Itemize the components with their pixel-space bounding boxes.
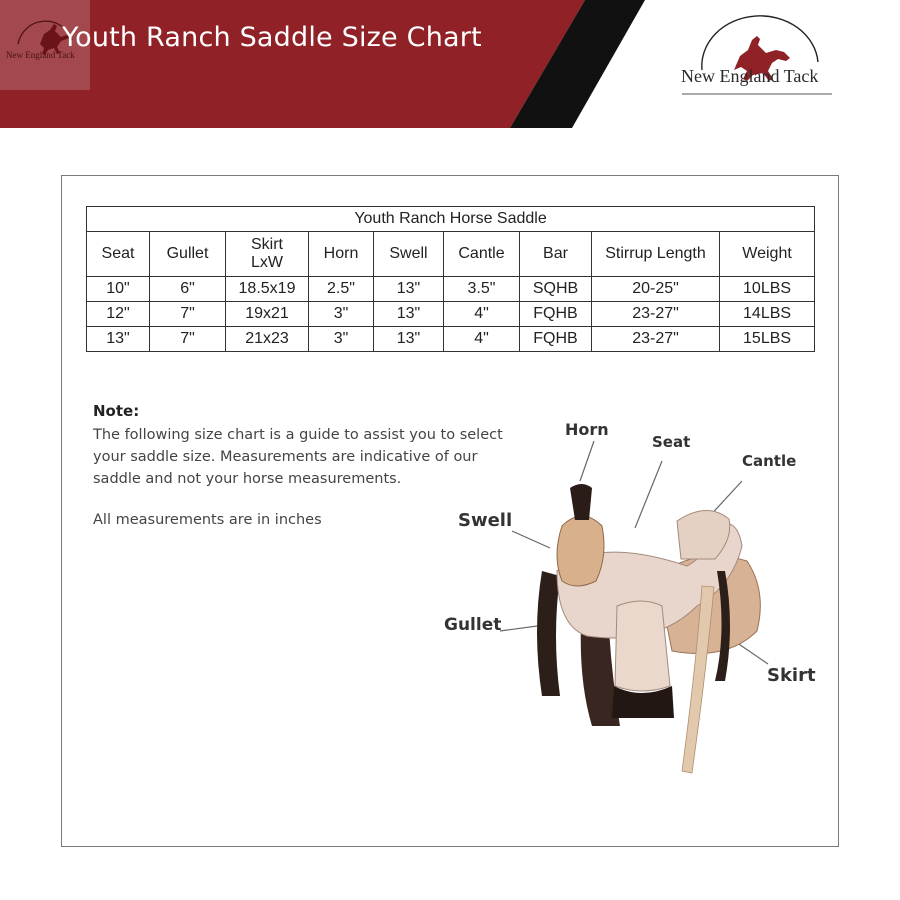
skirt-label: Skirt [767, 665, 816, 686]
column-header: Swell [374, 232, 444, 277]
small-logo-text: New England Tack [6, 50, 75, 60]
table-cell: 13" [374, 277, 444, 302]
column-header: Horn [309, 232, 374, 277]
note-block [93, 402, 513, 528]
note-text: The following size chart is a guide to assist you to select your saddle size. Measurements are indicative of our saddle and not your horse measurements. [93, 427, 503, 487]
table-cell: 3" [309, 302, 374, 327]
table-cell: 12" [87, 302, 150, 327]
cantle-label: Cantle [742, 452, 797, 470]
table-cell: 20-25" [592, 277, 720, 302]
column-header: Cantle [444, 232, 520, 277]
column-header: Seat [87, 232, 150, 277]
table-cell: 15LBS [720, 327, 815, 352]
table-cell: 23-27" [592, 302, 720, 327]
swell-label: Swell [458, 510, 513, 531]
table-cell: 23-27" [592, 327, 720, 352]
table-cell: 7" [150, 327, 226, 352]
table-cell: 13" [374, 327, 444, 352]
table-cell: 3" [309, 327, 374, 352]
table-cell: 10LBS [720, 277, 815, 302]
table-cell: 18.5x19 [226, 277, 309, 302]
size-table [86, 206, 815, 352]
note-title: Note: [93, 402, 140, 420]
column-header: Stirrup Length [592, 232, 720, 277]
table-cell: 6" [150, 277, 226, 302]
size-chart-document [61, 175, 839, 847]
column-header: Weight [720, 232, 815, 277]
table-cell: 4" [444, 327, 520, 352]
brand-name: New England Tack [681, 66, 819, 86]
seat-label: Seat [652, 433, 691, 451]
table-cell: 19x21 [226, 302, 309, 327]
table-cell: 21x23 [226, 327, 309, 352]
page-title: Youth Ranch Saddle Size Chart [62, 22, 482, 53]
table-row [87, 277, 815, 302]
table-cell: 3.5" [444, 277, 520, 302]
column-header: Skirt LxW [226, 232, 309, 277]
gullet-label: Gullet [444, 615, 502, 635]
table-cell: SQHB [520, 277, 592, 302]
table-row [87, 327, 815, 352]
horn-label: Horn [565, 420, 609, 439]
brand-horse-logo-icon [672, 14, 842, 104]
table-cell: 13" [374, 302, 444, 327]
header-banner [0, 0, 900, 130]
table-cell: 10" [87, 277, 150, 302]
table-cell: 13" [87, 327, 150, 352]
table-cell: 2.5" [309, 277, 374, 302]
table-caption: Youth Ranch Horse Saddle [87, 207, 815, 232]
table-cell: FQHB [520, 302, 592, 327]
table-cell: FQHB [520, 327, 592, 352]
column-header: Gullet [150, 232, 226, 277]
column-header: Bar [520, 232, 592, 277]
units-note: All measurements are in inches [93, 512, 322, 528]
table-cell: 14LBS [720, 302, 815, 327]
table-row [87, 302, 815, 327]
table-header-row [87, 232, 815, 277]
table-cell: 4" [444, 302, 520, 327]
table-cell: 7" [150, 302, 226, 327]
